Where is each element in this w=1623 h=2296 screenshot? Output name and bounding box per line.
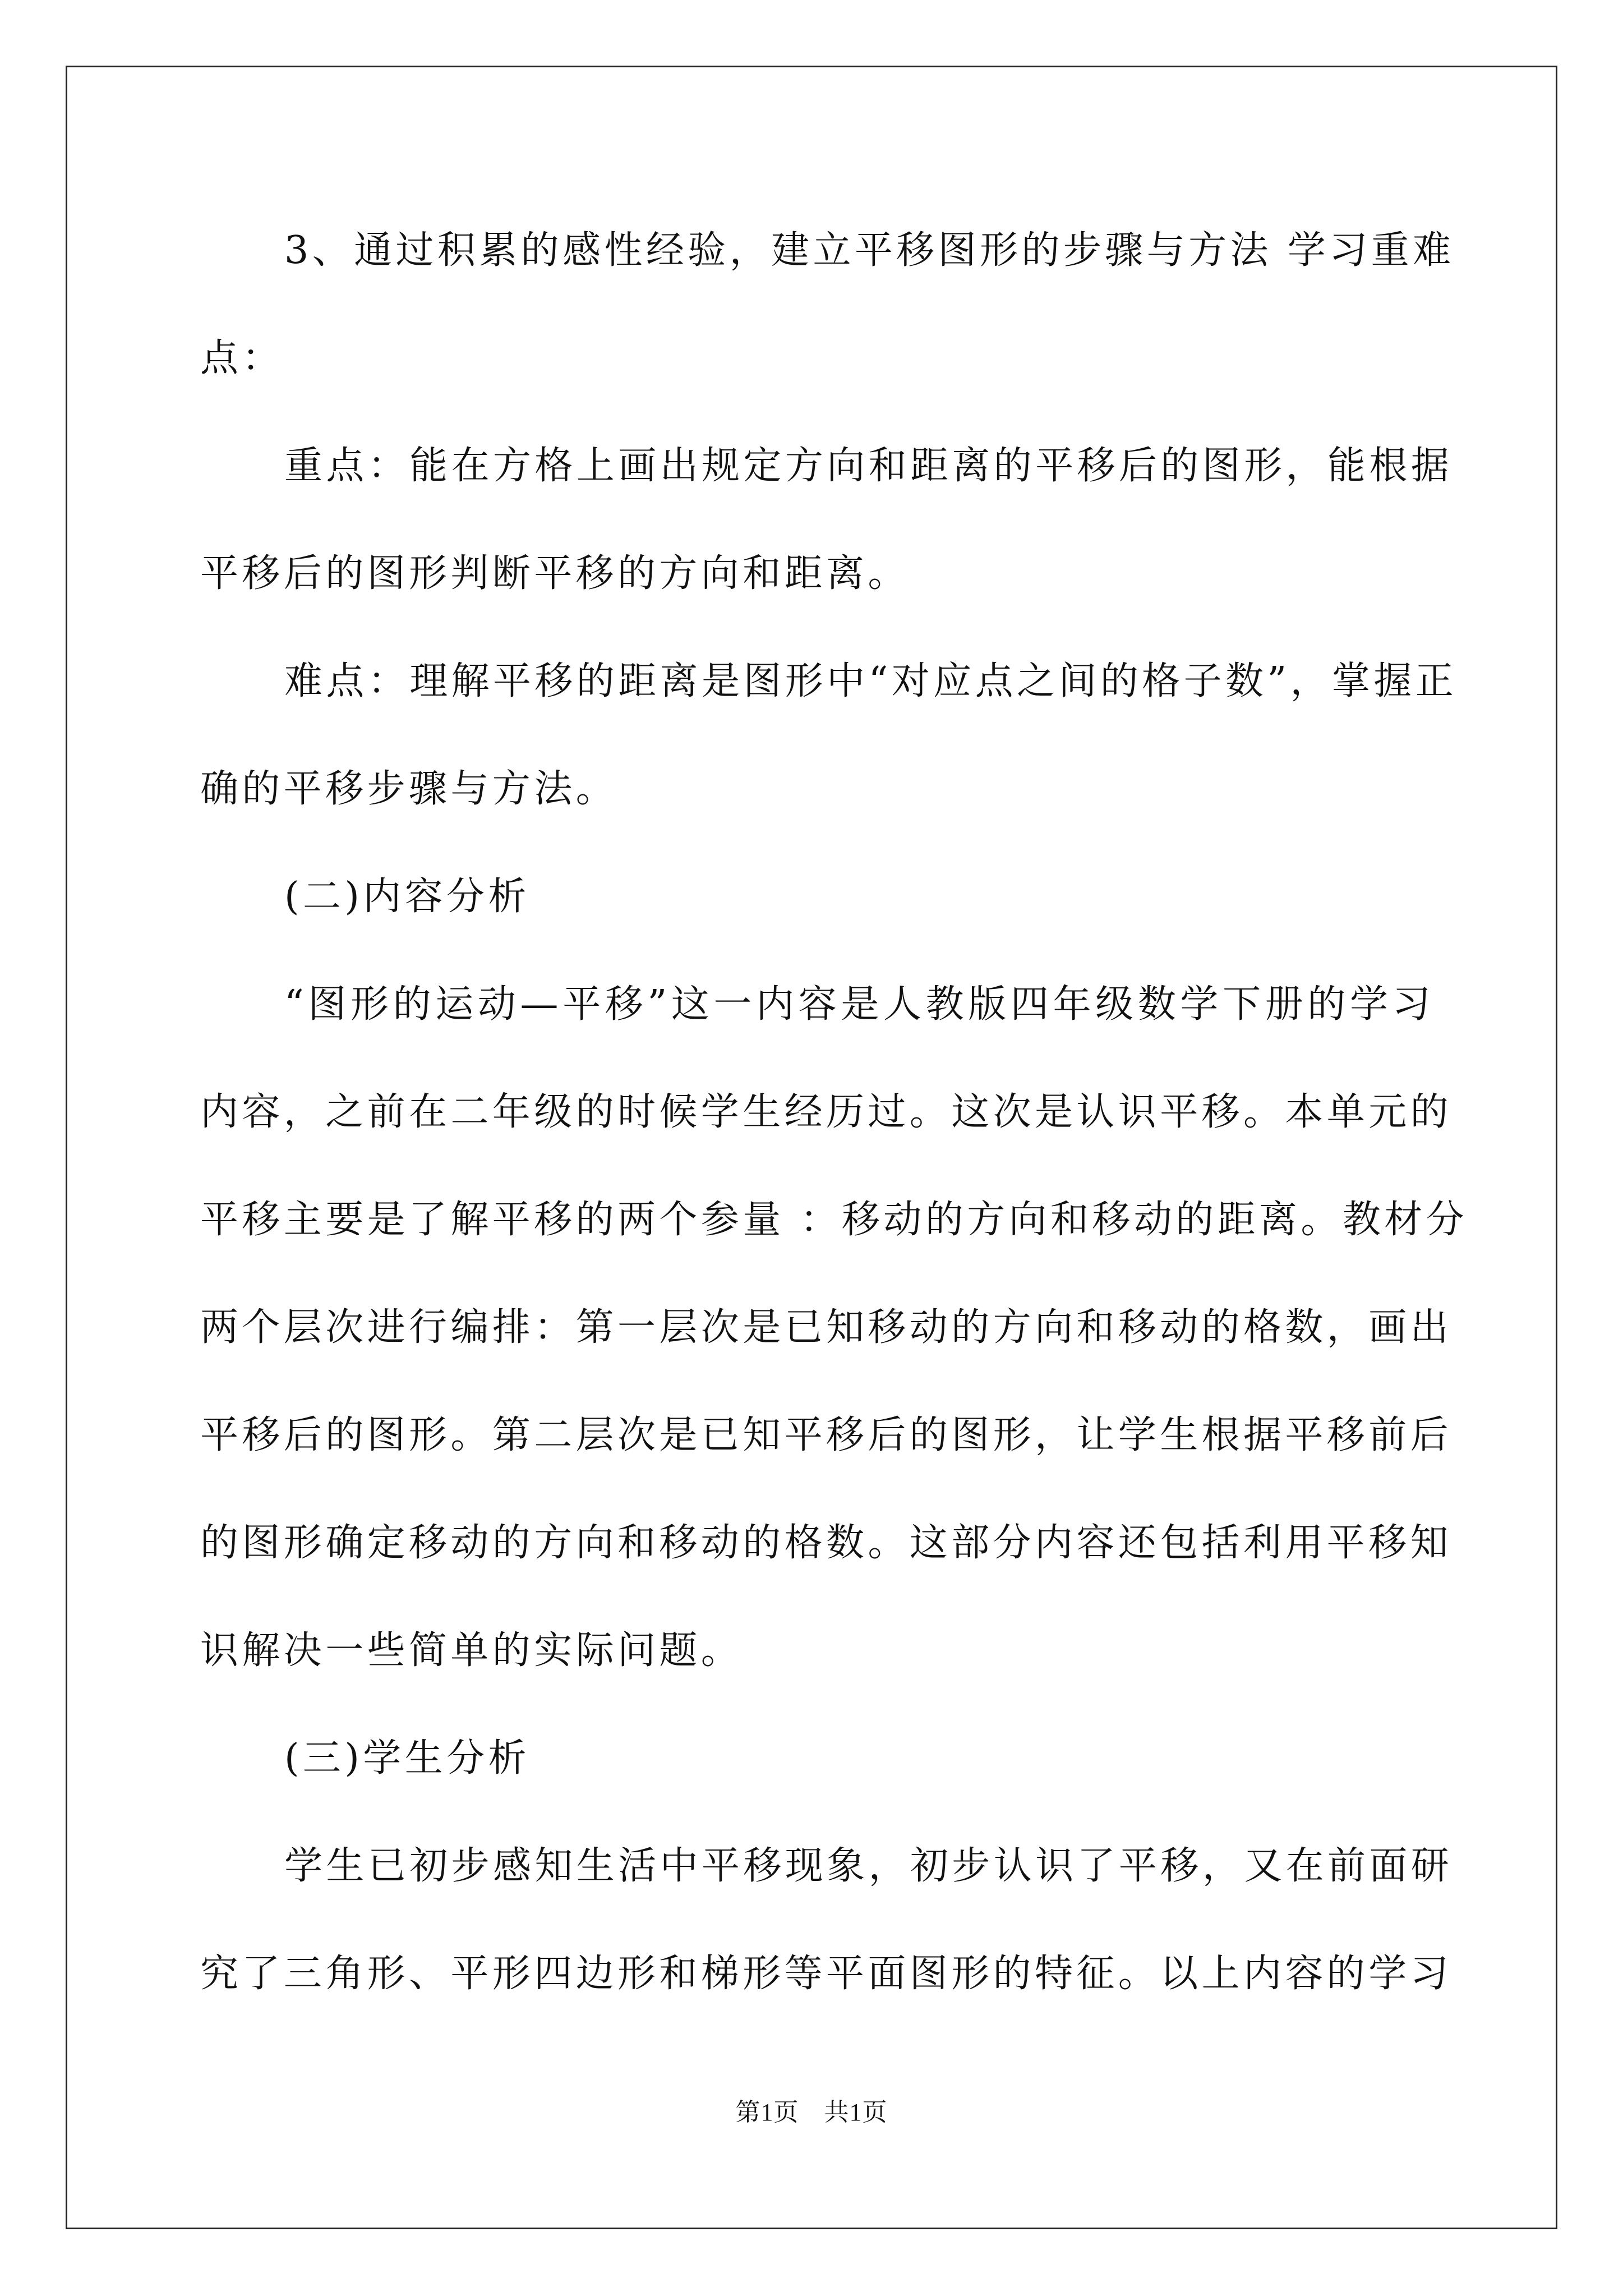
paragraph-line: 重点：能在方格上画出规定方向和距离的平移后的图形，能根据 (284, 444, 1453, 488)
paragraph-line: 3、通过积累的感性经验，建立平移图形的步骤与方法 学习重难 (284, 228, 1455, 273)
paragraph-line: 点： (200, 336, 284, 380)
paragraph-line: 确的平移步骤与方法。 (200, 767, 618, 811)
page-border (66, 66, 1557, 2229)
section-heading: (二)内容分析 (284, 875, 530, 919)
paragraph-line: 的图形确定移动的方向和移动的格数。这部分内容还包括利用平移知 (200, 1521, 1453, 1565)
paragraph-line: 平移后的图形判断平移的方向和距离。 (200, 551, 910, 596)
page-footer: 第1页 共1页 (735, 2099, 888, 2126)
paragraph-line: 两个层次进行编排：第一层次是已知移动的方向和移动的格数，画出 (200, 1305, 1453, 1350)
paragraph-line: 究了三角形、平形四边形和梯形等平面图形的特征。以上内容的学习 (200, 1952, 1453, 1996)
paragraph-line: 难点：理解平移的距离是图形中“对应点之间的格子数”，掌握正 (284, 659, 1458, 703)
paragraph-line: 平移主要是了解平移的两个参量 ：移动的方向和移动的距离。教材分 (200, 1198, 1468, 1242)
paragraph-line: 学生已初步感知生活中平移现象，初步认识了平移，又在前面研 (284, 1844, 1453, 1888)
section-heading: (三)学生分析 (284, 1736, 530, 1780)
paragraph-line: 内容，之前在二年级的时候学生经历过。这次是认识平移。本单元的 (200, 1090, 1453, 1134)
paragraph-line: “图形的运动—平移”这一内容是人教版四年级数学下册的学习 (284, 982, 1434, 1027)
paragraph-line: 平移后的图形。第二层次是已知平移后的图形，让学生根据平移前后 (200, 1413, 1453, 1457)
paragraph-line: 识解决一些简单的实际问题。 (200, 1628, 743, 1673)
